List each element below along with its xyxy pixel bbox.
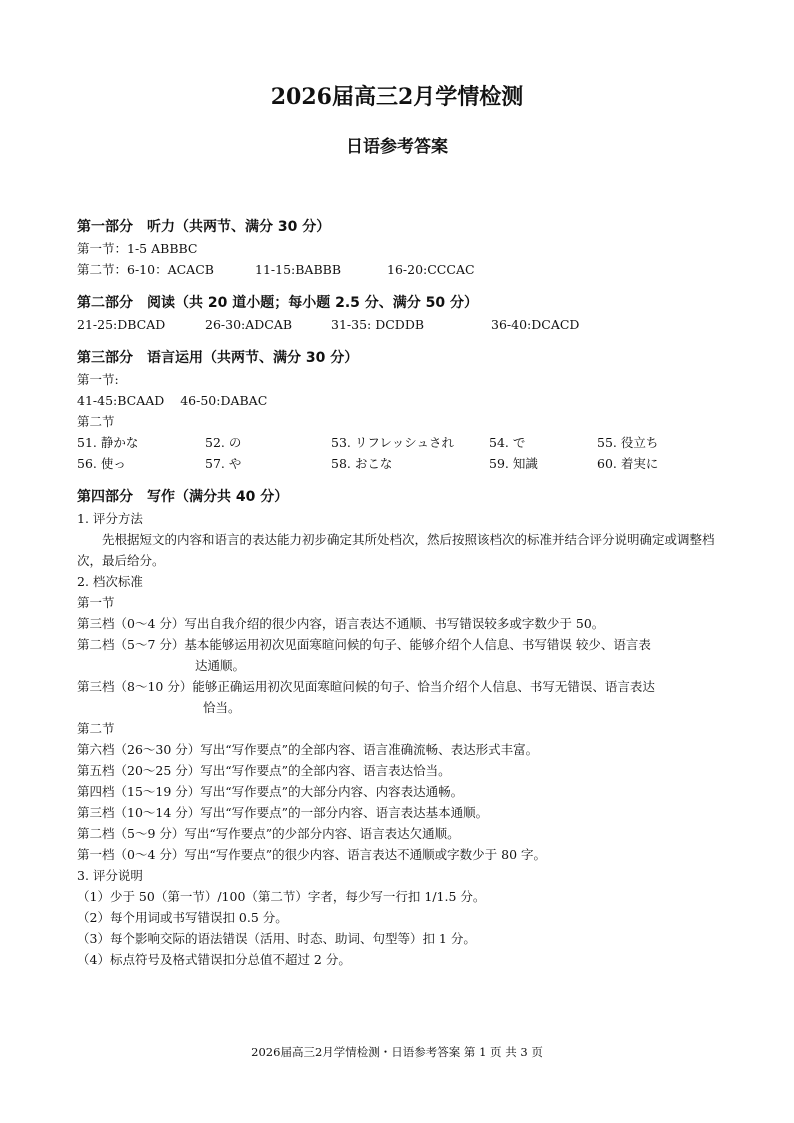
writing-section2-grade-1: 第一档（0～4 分）写出“写作要点”的很少内容、语言表达不通顺或字数少于 80 字。 <box>77 847 547 862</box>
scoring-note-1: （1）少于 50（第一节）/100（第二节）字者，每少写一行扣 1/1.5 分。 <box>77 889 486 904</box>
part1-heading <box>77 216 722 238</box>
scoring-note-2: （2）每个用词或书写错误扣 0.5 分。 <box>77 910 288 925</box>
answer-52: 52. の <box>205 435 242 450</box>
part3-heading-number: 第三部分 <box>77 350 133 366</box>
part2-answers-31-35: 31-35: DCDDB <box>331 317 425 332</box>
part2-answers-36-40: 36-40:DCACD <box>491 317 580 332</box>
writing-section2-grade-3: 第三档（10～14 分）写出“写作要点”的一部分内容、语言表达基本通顺。 <box>77 805 489 820</box>
answer-55: 55. 役立ち <box>597 435 659 450</box>
grade-label: 第三档（0～4 分） <box>77 616 185 631</box>
answer-56: 56. 使っ <box>77 456 126 471</box>
writing-section1-label: 第一节 <box>77 595 115 610</box>
part4-heading-number: 第四部分 <box>77 489 133 505</box>
grade-description: 基本能够运用初次见面寒暄问候的句子、能够介绍个人信息、书写错误 较少、语言表 <box>184 637 651 652</box>
answer-59: 59. 知識 <box>489 456 538 471</box>
writing-section1-grade-1 <box>77 613 722 634</box>
part4-heading-title: 写作（满分共 40 分） <box>147 489 289 505</box>
part2-answers-26-30: 26-30:ADCAB <box>205 317 293 332</box>
answer-51: 51. 静かな <box>77 435 139 450</box>
document-title: 2026届高三2月学情检测 <box>270 84 524 110</box>
part2-heading-number: 第二部分 <box>77 295 133 311</box>
scoring-note-4: （4）标点符号及格式错误扣分总值不超过 2 分。 <box>77 952 351 967</box>
part3-section2-label: 第二节 <box>77 414 115 429</box>
part2-heading-title: 阅读（共 20 道小题；每小题 2.5 分、满分 50 分） <box>147 295 479 311</box>
answer-content <box>77 216 722 970</box>
part3-answer-row-2 <box>77 453 722 474</box>
page-footer: 2026届高三2月学情检测・日语参考答案 第 1 页 共 3 页 <box>251 1045 543 1059</box>
writing-section1-grade-2 <box>77 634 722 676</box>
part2-heading <box>77 292 722 314</box>
part2-answers-21-25: 21-25:DBCAD <box>77 317 166 332</box>
grade-label: 第二档（5～7 分） <box>77 637 185 652</box>
grade-description-continued: 恰当。 <box>203 700 241 715</box>
part2-answers <box>77 314 722 335</box>
part1-heading-number: 第一部分 <box>77 219 133 235</box>
part3-heading <box>77 347 722 369</box>
part3-section1-label: 第一节: <box>77 372 119 387</box>
answer-53: 53. リフレッシュされ <box>331 435 454 450</box>
grade-description: 写出自我介绍的很少内容，语言表达不通顺、书写错误较多或字数少于 50。 <box>184 616 605 631</box>
scoring-notes-title: 3. 评分说明 <box>77 868 143 883</box>
part3-heading-title: 语言运用（共两节、满分 30 分） <box>147 350 359 366</box>
writing-section2-grade-6: 第六档（26～30 分）写出“写作要点”的全部内容、语言准确流畅、表达形式丰富。 <box>77 742 539 757</box>
scoring-method-text: 先根据短文的内容和语言的表达能力初步确定其所处档次，然后按照该档次的标准并结合评分说明确定或调整档次，最后给分。 <box>77 532 715 568</box>
part3-answer-row-1 <box>77 432 722 453</box>
grade-description: 能够正确运用初次见面寒暄问候的句子、恰当介绍个人信息、书写无错误、语言表达 <box>192 679 655 694</box>
writing-section2-grade-5: 第五档（20～25 分）写出“写作要点”的全部内容、语言表达恰当。 <box>77 763 451 778</box>
scoring-note-3: （3）每个影响交际的语法错误（活用、时态、助词、句型等）扣 1 分。 <box>77 931 476 946</box>
part1-answers-16-20: 16-20:CCCAC <box>387 262 475 277</box>
part1-answers-6-10: 第二节：6-10：ACACB <box>77 262 214 277</box>
part1-section2-answers <box>77 259 722 280</box>
writing-section2-label: 第二节 <box>77 721 115 736</box>
answer-58: 58. おこな <box>331 456 393 471</box>
scoring-method-title: 1. 评分方法 <box>77 511 143 526</box>
grade-description-continued: 达通顺。 <box>195 658 246 673</box>
part1-heading-title: 听力（共两节、满分 30 分） <box>147 219 331 235</box>
grade-standard-title: 2. 档次标准 <box>77 574 143 589</box>
writing-section1-grade-3 <box>77 676 722 718</box>
document-subtitle: 日语参考答案 <box>346 137 448 157</box>
part4-heading <box>77 486 722 508</box>
grade-label: 第三档（8～10 分） <box>77 679 193 694</box>
part1-answers-11-15: 11-15:BABBB <box>255 262 342 277</box>
writing-section2-grade-4: 第四档（15～19 分）写出“写作要点”的大部分内容、内容表达通畅。 <box>77 784 464 799</box>
writing-section2-grade-2: 第二档（5～9 分）写出“写作要点”的少部分内容、语言表达欠通顺。 <box>77 826 460 841</box>
part3-section1-answers: 41-45:BCAAD 46-50:DABAC <box>77 393 268 408</box>
answer-60: 60. 着実に <box>597 456 659 471</box>
part1-section1-answers: 第一节：1-5 ABBBC <box>77 241 198 256</box>
answer-54: 54. で <box>489 435 526 450</box>
answer-57: 57. や <box>205 456 242 471</box>
